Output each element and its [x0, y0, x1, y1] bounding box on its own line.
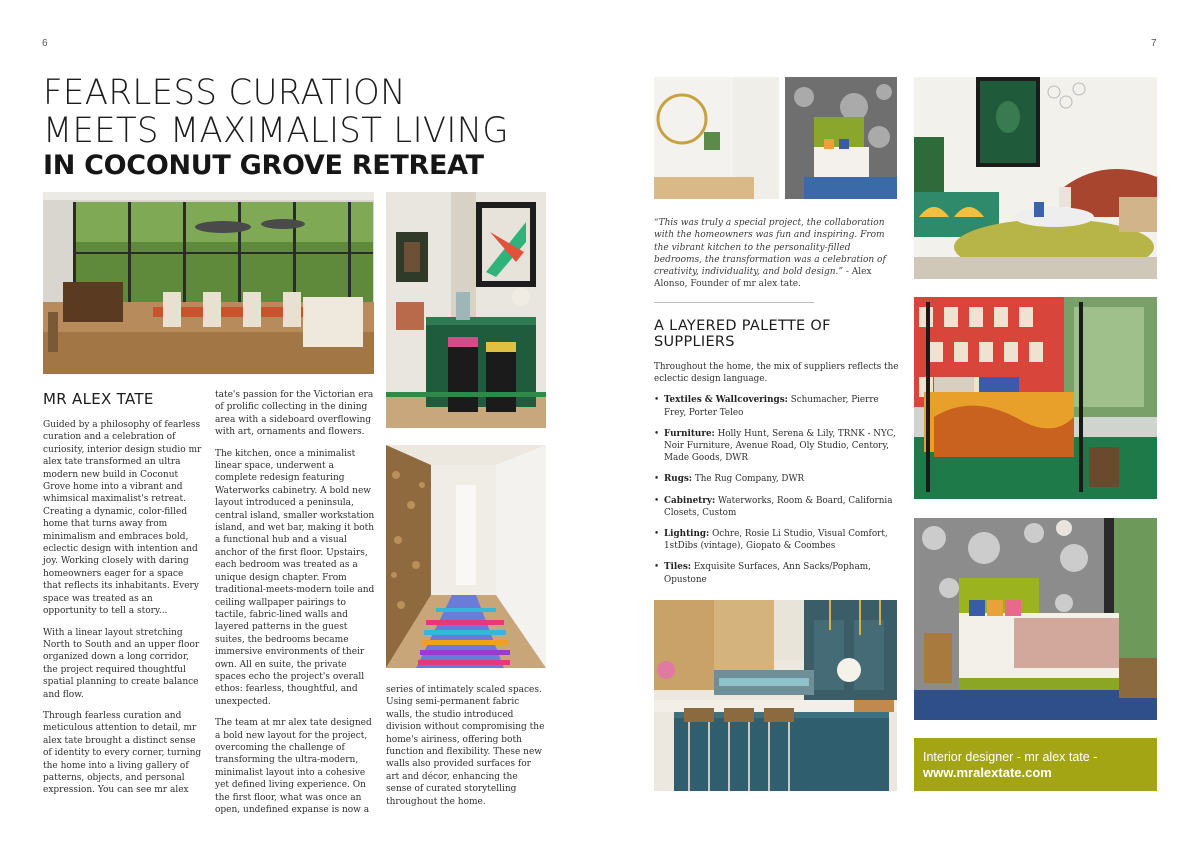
list-item: • Lighting: Ochre, Rosie Li Studio, Visual Comfort, 1stDibs (vintage), Giopato & Coombes: [654, 528, 900, 552]
paragraph: Through fearless curation and meticulous attention to detail, mr alex tate brought a distinct sense of identity to every corner, turning the home into a living gallery of patterns, objects, and personal expression. You can see mr alex: [43, 710, 202, 796]
title-line-2: MEETS MAXIMALIST LIVING: [43, 111, 509, 151]
paragraph: tate's passion for the Victorian era of prolific collecting in the dining area with a sideboard overflowing with art, ornaments and flowers.: [215, 390, 374, 438]
designer-website-link[interactable]: www.mralextate.com: [923, 765, 1052, 780]
green-bedroom-photo: [914, 518, 1157, 720]
paragraph: Guided by a philosophy of fearless curation and a celebration of curiosity, interior design studio mr alex tate transformed an ultra modern new build in Coconut Grove home into a vibrant and whimsical maximalist's retreat. Creating a dynamic, color-filled home that turns away from minimalism and embraces bold, eclectic design with intention and joy. Working closely with daring homeowners eager for a space that reflects its inhabitants. Every space was treated as an opportunity to tell a story...: [43, 420, 202, 617]
article-title: [43, 74, 526, 182]
list-item: • Cabinetry: Waterworks, Room & Board, California Closets, Custom: [654, 495, 900, 519]
quote-attribution: - Alex Alonso, Founder of mr alex tate.: [654, 267, 872, 290]
page-number-left: 6: [42, 38, 48, 49]
living-room-photo: [914, 77, 1157, 279]
paragraph: The team at mr alex tate designed a bold new layout for the project, overcoming the challenge of transforming the ultra-modern, minimalist layout into a cohesive yet defined living experience. On the first floor, what was once an open, undefined expanse is now a: [215, 718, 372, 815]
page-number-right: 7: [1151, 38, 1157, 49]
article-column-3: [386, 684, 546, 817]
suppliers-heading-line-2: SUPPLIERS: [654, 334, 735, 350]
title-line-3: IN COCONUT GROVE RETREAT: [43, 150, 484, 181]
pull-quote: [654, 217, 898, 291]
suppliers-heading-line-1: A LAYERED PALETTE OF: [654, 318, 831, 334]
section-divider: [654, 302, 814, 303]
article-heading: MR ALEX TATE: [43, 390, 154, 408]
paragraph: With a linear layout stretching North to South and an upper floor organized down a long corridor, the project required thoughtful spatial planning to create balance and flow.: [43, 627, 200, 700]
quote-text: “This was truly a special project, the collaboration with the homeowners was fun and inspiring. From the vibrant kitchen to the personality-filled bedrooms, the transformation was a celebration of creativity, individuality, and bold design.”: [654, 218, 886, 278]
bath-bedroom-photo: [654, 77, 897, 199]
console-art-photo: [386, 192, 546, 428]
paragraph: series of intimately scaled spaces. Using semi-permanent fabric walls, the studio introduced division without compromising the home's airiness, offering both function and flexibility. These new walls also provided surfaces for art and décor, enhancing the sense of curated storytelling throughout the home.: [386, 685, 545, 807]
article-column-1: [43, 419, 203, 806]
list-item: • Textiles & Wallcoverings: Schumacher, Pierre Frey, Porter Teleo: [654, 394, 900, 418]
kitchen-photo: [654, 600, 897, 791]
suppliers-intro: Throughout the home, the mix of suppliers reflects the eclectic design language.: [654, 362, 899, 385]
title-line-1: FEARLESS CURATION: [43, 73, 406, 113]
article-column-2: [215, 389, 376, 825]
hallway-runner-photo: [386, 445, 546, 668]
paragraph: The kitchen, once a minimalist linear space, underwent a complete redesign featuring Waterworks cabinetry. A bold new layout introduced a peninsula, central island, smaller workstation island, and wet bar, making it both a functional hub and a visual anchor of the first floor. Upstairs, each bedroom was treated as a unique design chapter. From traditional-meets-modern toile and ceiling wallpaper pairings to tactile, fabric-lined walls and layered patterns in the guest suites, the bedrooms became immersive environments of their own. All en suite, the private spaces echo the project's overall ethos: fearless, thoughtful, and unexpected.: [215, 448, 375, 707]
list-item: • Furniture: Holly Hunt, Serena & Lily, TRNK - NYC, Noir Furniture, Avenue Road, Oly Studio, Centory, Made Goods, DWR: [654, 428, 900, 465]
suppliers-list: [654, 394, 900, 585]
red-bedroom-photo: [914, 297, 1157, 499]
suppliers-heading: [654, 318, 831, 350]
suppliers-section: [654, 361, 900, 595]
designer-credit-box: [914, 738, 1157, 791]
designer-credit: Interior designer - mr alex tate -: [923, 750, 1098, 764]
dining-room-photo: [43, 192, 374, 374]
list-item: • Rugs: The Rug Company, DWR: [654, 473, 900, 485]
list-item: • Tiles: Exquisite Surfaces, Ann Sacks/Popham, Opustone: [654, 561, 900, 585]
